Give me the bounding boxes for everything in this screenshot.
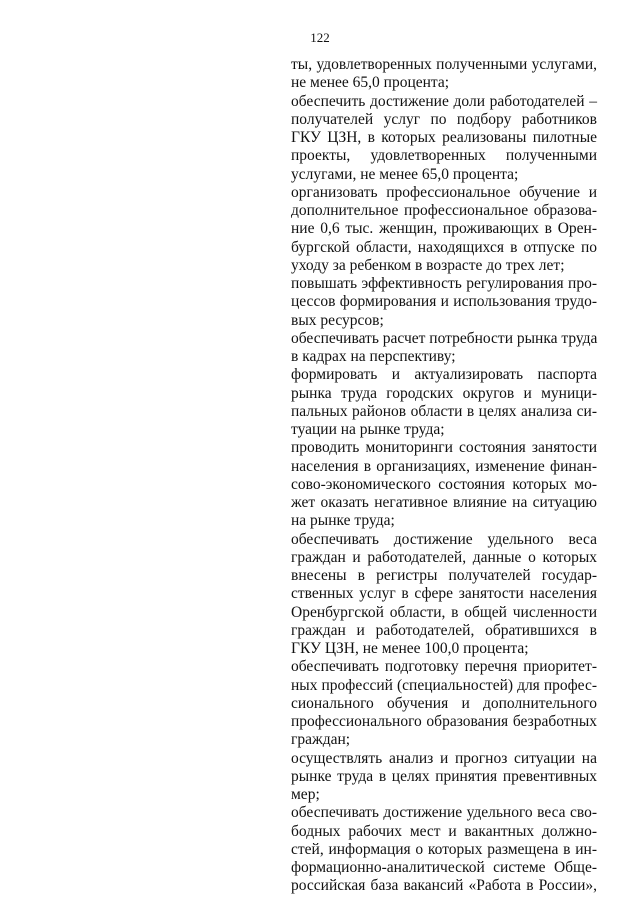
- text-line: обеспечивать подготовку перечня приоритет-: [291, 658, 597, 676]
- text-line: организовать профессиональное обучение и: [291, 183, 597, 201]
- text-line: мер;: [291, 786, 320, 803]
- text-line: цессов формирования и использования трудо-: [291, 293, 597, 311]
- text-line: не менее 65,0 процента;: [291, 74, 450, 92]
- text-line: ГКУ ЦЗН, не менее 100,0 процента;: [291, 640, 529, 657]
- text-line: формационно-аналитической системе Обще-: [291, 859, 597, 876]
- text-line: Оренбургской области, в общей численности: [291, 603, 597, 621]
- text-line: стей, информация о которых размещена в ин-: [291, 840, 597, 858]
- text-line: вых ресурсов;: [291, 311, 384, 329]
- text-line: бодных рабочих мест и вакантных должно-: [291, 822, 597, 840]
- text-line: осуществлять анализ и прогноз ситуации на: [291, 749, 597, 767]
- text-line: граждан и работодателей, обратившихся в: [291, 621, 597, 639]
- text-line: бургской области, находящихся в отпуске по: [291, 238, 597, 256]
- text-line: российская база вакансий «Работа в России»,: [291, 877, 597, 895]
- text-line: сионального обучения и дополнительного: [291, 694, 597, 712]
- text-line: получателей услуг по подбору работников: [291, 110, 597, 128]
- text-line: жет оказать негативное влияние на ситуацию: [291, 494, 597, 511]
- text-line: уходу за ребенком в возрасте до трех лет;: [291, 256, 565, 274]
- text-line: повышать эффективность регулирования про-: [291, 275, 597, 292]
- page-number: 122: [310, 30, 330, 45]
- text-line: туации на рынке труда;: [291, 421, 445, 438]
- text-line: рынке труда в целях принятия превентивных: [291, 767, 597, 785]
- text-line: обеспечивать достижение удельного веса сво-: [291, 804, 597, 822]
- text-line: обеспечить достижение доли работодателей –: [291, 92, 597, 110]
- text-line: формировать и актуализировать паспорта: [291, 366, 597, 384]
- text-line: профессионального образования безработных: [291, 713, 597, 730]
- text-line: населения в организациях, изменение финан-: [291, 457, 597, 475]
- text-line: в кадрах на перспективу;: [291, 348, 456, 365]
- text-line: проводить мониторинги состояния занятости: [291, 439, 597, 457]
- text-line: проекты, удовлетворенных полученными: [291, 147, 597, 165]
- text-line: пальных районов области в целях анализа си-: [291, 402, 597, 420]
- text-line: услугами, не менее 65,0 процента;: [291, 165, 519, 183]
- text-line: внесены в регистры получателей государ-: [291, 567, 597, 584]
- text-line: обеспечивать достижение удельного веса: [291, 530, 597, 548]
- text-line: ственных услуг в сфере занятости населения: [291, 585, 597, 603]
- text-line: рынка труда городских округов и муници-: [291, 384, 597, 402]
- text-line: дополнительное профессиональное образова-: [291, 202, 597, 219]
- text-line: ных профессий (специальностей) для профес-: [291, 676, 597, 694]
- text-line: обеспечивать расчет потребности рынка труда: [291, 329, 598, 347]
- text-line: ГКУ ЦЗН, в которых реализованы пилотные: [291, 129, 597, 146]
- text-line: граждан и работодателей, данные о которых: [291, 548, 597, 566]
- text-line: на рынке труда;: [291, 512, 395, 530]
- body-text: [291, 56, 597, 896]
- text-line: сово-экономического состояния которых мо-: [291, 475, 597, 493]
- text-line: ты, удовлетворенных полученными услугами,: [291, 56, 597, 73]
- text-line: граждан;: [291, 731, 351, 749]
- text-line: ние 0,6 тыс. женщин, проживающих в Орен-: [291, 220, 597, 238]
